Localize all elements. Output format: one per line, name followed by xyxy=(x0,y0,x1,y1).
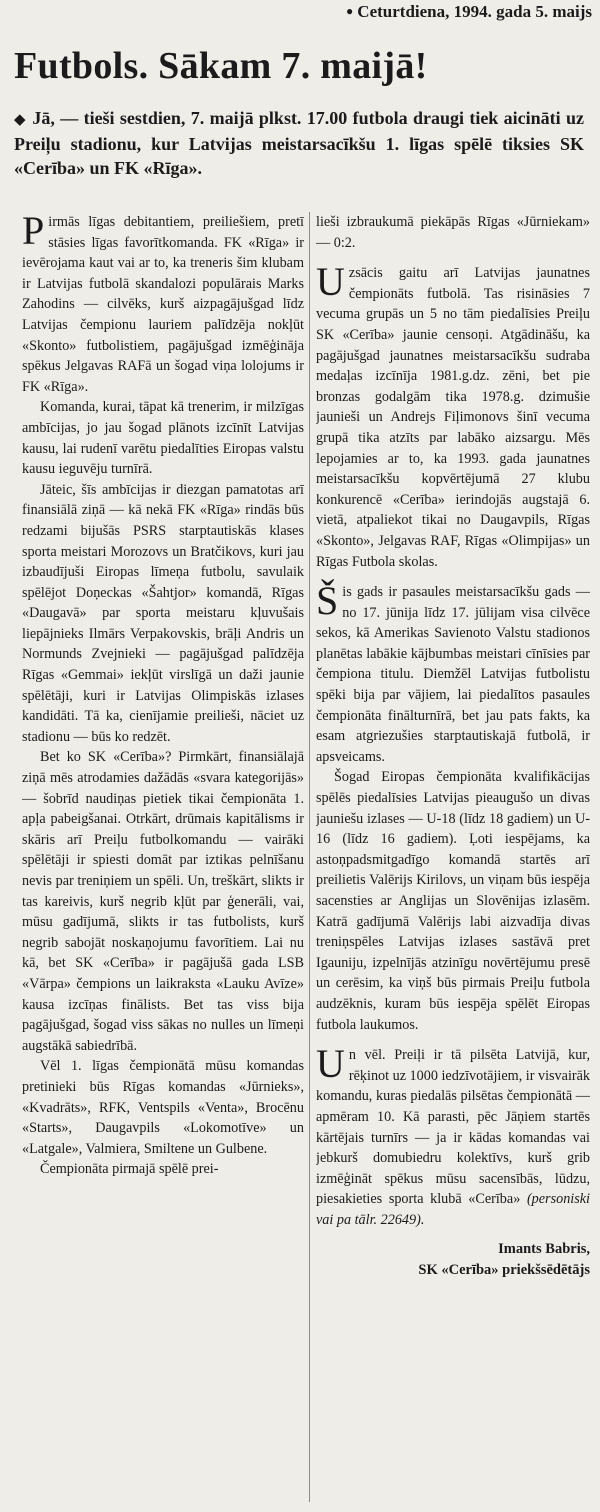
right-column xyxy=(316,212,590,1510)
lead-text: Jā, — tieši sestdien, 7. maijā plkst. 17.00 futbola draugi tiek aicināti uz Preiļu stadionu, kur Latvijas meistarsacīkšu 1. līgas spēlē tiksies SK «Cerība» un FK «Rīga». xyxy=(14,108,584,178)
dateline-text: Ceturtdiena, 1994. gada 5. maijs xyxy=(357,2,592,21)
spacer xyxy=(316,1035,590,1045)
paragraph xyxy=(22,212,304,397)
spacer xyxy=(316,572,590,582)
paragraph-text: zsācis gaitu arī Latvijas jaunatnes čempionāts futbolā. Tas risināsies 7 vecuma grupās un 5 no tām piedalīsies Preiļu SK «Cerība» jaunie censoņi. Atgādināšu, ka pagājušgad jaunatnes meistarsacīkšu sudraba medaļas izcīnīja 1981.g.dz. zēni, bet pie bronzas godalgām tika 1978.g. dzimušie jaunieši un Andrejs Fiļimonovs šinī vecuma grupā tika atzīts par labāko aizsargu. Mēs lepojamies ar to, ka 1993. gada jaunatnes meistarsacīkšu kopvērtējumā 27 klubu konkurencē «Cerība» ierindojās augstajā 6. vietā, atpaliekot tikai no Daugavpils, Rīgas «Skonto», Jelgavas RAF, Rīgas «Olimpijas» un Rīgas Futbola skolas. xyxy=(316,265,590,570)
dateline xyxy=(246,0,600,24)
paragraph-text: irmās līgas debitantiem, preiliešiem, pretī stāsies līgas favorītkomanda. FK «Rīga» ir ievērojama kaut vai ar to, ka treneris šim klubam ir Latvijas futbolā skandalozi populārais Marks Zahodins — cilvēks, kurš aizpagājušgad līdz Latvijas čempionu lauriem palīdzēja nokļūt «Skonto» futbolistiem, pagājušgad izmēģināja spēkus Jelgavas RAFā un šogad viņa lolojums ir FK «Rīga». xyxy=(22,214,304,395)
paragraph xyxy=(316,578,590,767)
paragraph: Jāteic, šīs ambīcijas ir diezgan pamatotas arī finansiālā ziņā — kā nekā FK «Rīga» rindās būs redzami bijušās PSRS starptautiskās klases sporta meistari Morozovs un Bratčikovs, kuri jau izbaudījuši Eiropas līmeņa futbolu, savulaik spēlējot Doņeckas «Šahtjor» komandā, Rīgas «Daugavā» par sporta meistaru kļuvušais liepājnieks Ilmārs Verpakovskis, brāļi Andris un Normunds Zvejnieki — pagājušgad palīdzēja Rīgas «Gemmai» iekļūt virslīgā un daži jaunie spēlētāji, kuri ir Latvijas Olimpiskās izlases kandidāti. Tā ka, cienījamie preilieši, nāciet uz stadionu — būs ko redzēt. xyxy=(22,481,304,745)
drop-cap: Š xyxy=(316,578,339,624)
paragraph: lieši izbraukumā piekāpās Rīgas «Jūrniekam» — 0:2. xyxy=(316,214,590,251)
paragraph-text: n vēl. Preiļi ir tā pilsēta Latvijā, kur, rēķinot uz 1000 iedzīvotājiem, ir visvairāk komandu, kuras piedalās pilsētas čempionātā — apmēram 10. Kā parasti, pēc Jāņiem startēs kārtējais turnīrs — ja ir kādas komandas vai jebkurš domubiedru kolektīvs, kurš grib izmēģināt spēkus mūsu sacensībās, lūdzu, piesakieties sporta klubā «Cerība» xyxy=(316,1047,590,1208)
spacer xyxy=(316,253,590,263)
column-divider xyxy=(309,212,310,1502)
paragraph: Bet ko SK «Cerība»? Pirmkārt, finansiālajā ziņā mēs atrodamies dažādās «svara kategorijās» — šobrīd naudiņas pietiek tikai čempionāta 1. apļa pabeigšanai. Otrkārt, drūmais kapitālisms ir skāris arī Preiļu futbolkomandu — vairāki spēlētāji ir spiesti domāt par iztikas pelnīšanu nevis par treniņiem un spēli. Un, treškārt, slikts ir tas kareivis, kurš negrib kļūt par ģenerāli, vai, mūsu gadījumā, slikts ir tas futbolists, kurš negrib sabojāt noskaņojumu favorītiem. Lai nu kā, bet SK «Cerība» ir pagājušā gada LSB «Vārpa» čempions un laikraksta «Lauku Avīze» kausa izcīņas finālists. Bet tas viss bija pagājušgad, šogad viss sākas no nulles un līmeņi augstākā sabiedrībā. xyxy=(22,749,304,1054)
drop-cap: U xyxy=(316,1041,345,1087)
paragraph xyxy=(316,1041,590,1230)
paragraph: Čempionāta pirmajā spēlē prei- xyxy=(40,1161,219,1178)
lead-paragraph xyxy=(14,106,584,180)
drop-cap: U xyxy=(316,259,345,305)
contact-note: (personiski vai pa tālr. 22649). xyxy=(316,1191,590,1228)
signature xyxy=(316,1239,590,1281)
left-column xyxy=(22,212,304,1510)
diamond-icon: ◆ xyxy=(14,112,27,128)
author-name: Imants Babris, xyxy=(498,1240,590,1257)
paragraph: Vēl 1. līgas čempionātā mūsu komandas pretinieki būs Rīgas komandas «Jūrnieks», «Kvadrāts», RFK, Ventspils «Venta», Brocēnu «Starts», Daugavpils «Lokomotīve» un «Latgale», Valmiera, Smiltene un Gulbene. xyxy=(22,1058,304,1157)
headline: Futbols. Sākam 7. maijā! xyxy=(14,45,428,87)
paragraph: Šogad Eiropas čempionāta kvalifikācijas spēlēs piedalīsies Latvijas pieaugušo un divas jauniešu izlases — U-18 (līdz 18 gadiem) un U-16 (līdz 16 gadiem). Ļoti iespējams, ka astoņpadsmitgadīgo komandā startēs arī preilietis Valērijs Kirilovs, un viņam būs iespēja sacensties ar Anglijas un Slovēnijas izlasēm. Katrā gadījumā Valērijs labi aizvadīja divas treniņspēles Latvijas izlases sastāvā pret Igauniju, izpelnījās atzinīgu novērtējumu presē un cerēsim, ka viņš būs pirmais Preiļu futbola audzēknis, kuram būs iespēja spēlēt Eiropas futbola laukumos. xyxy=(316,769,590,1033)
bullet-icon: ● xyxy=(346,4,354,18)
paragraph: Komanda, kurai, tāpat kā trenerim, ir milzīgas ambīcijas, jo jau šogad plānots izcīnīt Latvijas kausu, lai rudenī varētu piedalīties Eiropas valstu kausu ieguvēju turnīrā. xyxy=(22,399,304,478)
paragraph xyxy=(316,259,590,572)
author-title: SK «Cerība» priekšsēdētājs xyxy=(418,1261,590,1278)
drop-cap: P xyxy=(22,212,45,253)
paragraph-text: is gads ir pasaules meistarsacīkšu gads — no 17. jūnija līdz 17. jūlijam visa cilvēce sekos, kā Amerikas Savienoto Valstu stadionos planētas labākie kājbumbas meistari cīnīsies par čempiona titulu. Diemžēl Latvijas futbolistu spēki bija par vājiem, lai piedalītos pasaules čempionāta finālturnīrā, bet jau pats fakts, ka esam atgriezušies starptautiskajā futbolā, ir apsveicams. xyxy=(316,584,590,765)
